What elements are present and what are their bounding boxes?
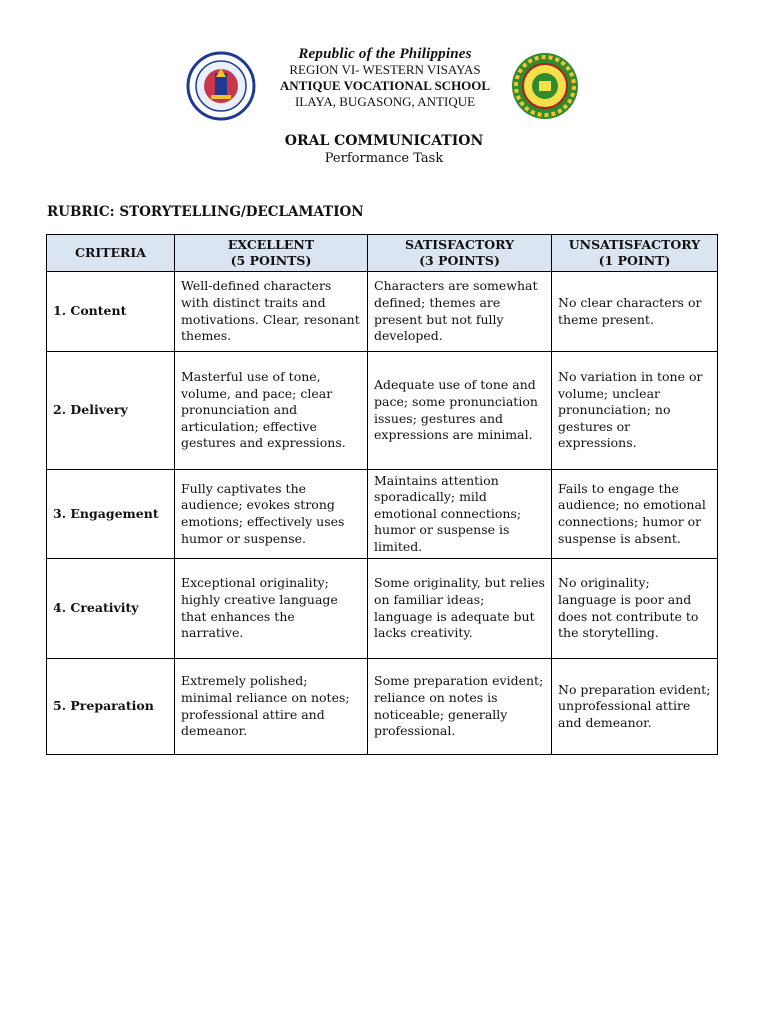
unsatisfactory-cell: No originality; language is poor and does not contribute to the storytelling. (552, 559, 718, 659)
satisfactory-cell: Characters are somewhat defined; themes are present but not fully developed. (368, 272, 552, 352)
table-header-row (47, 235, 718, 272)
letterhead (240, 46, 530, 110)
header-unsatisfactory: UNSATISFACTORY (1 POINT) (552, 235, 718, 272)
table-row (47, 352, 718, 470)
satisfactory-cell: Maintains attention sporadically; mild emotional connections; humor or suspense is limited. (368, 470, 552, 559)
excellent-cell: Exceptional originality; highly creative language that enhances the narrative. (175, 559, 368, 659)
header-satisfactory: SATISFACTORY (3 POINTS) (368, 235, 552, 272)
criteria-cell: 2. Delivery (47, 352, 175, 470)
satisfactory-cell: Some originality, but relies on familiar ideas; language is adequate but lacks creativity. (368, 559, 552, 659)
header-excellent: EXCELLENT (5 POINTS) (175, 235, 368, 272)
satisfactory-cell: Adequate use of tone and pace; some pronunciation issues; gestures and expressions are minimal. (368, 352, 552, 470)
unsatisfactory-cell: No variation in tone or volume; unclear pronunciation; no gestures or expressions. (552, 352, 718, 470)
school-name: ANTIQUE VOCATIONAL SCHOOL (279, 78, 491, 93)
criteria-cell: 4. Creativity (47, 559, 175, 659)
school-address: ILAYA, BUGASONG, ANTIQUE (294, 94, 476, 109)
excellent-cell: Masterful use of tone, volume, and pace; clear pronunciation and articulation; effective gestures and expressions. (175, 352, 368, 470)
header-criteria: CRITERIA (47, 235, 175, 272)
table-row (47, 470, 718, 559)
subject-title: ORAL COMMUNICATION (284, 133, 484, 149)
rubric-title: RUBRIC: STORYTELLING/DECLAMATION (47, 204, 364, 220)
criteria-cell: 5. Preparation (47, 659, 175, 755)
region-line: REGION VI- WESTERN VISAYAS (289, 62, 481, 77)
rubric-table (46, 234, 718, 755)
excellent-cell: Extremely polished; minimal reliance on notes; professional attire and demeanor. (175, 659, 368, 755)
criteria-cell: 3. Engagement (47, 470, 175, 559)
table-row (47, 272, 718, 352)
satisfactory-cell: Some preparation evident; reliance on notes is noticeable; generally professional. (368, 659, 552, 755)
republic-line: Republic of the Philippines (298, 46, 472, 62)
task-type: Performance Task (324, 151, 444, 166)
unsatisfactory-cell: Fails to engage the audience; no emotional connections; humor or suspense is absent. (552, 470, 718, 559)
excellent-cell: Well-defined characters with distinct traits and motivations. Clear, resonant themes. (175, 272, 368, 352)
unsatisfactory-cell: No preparation evident; unprofessional attire and demeanor. (552, 659, 718, 755)
table-row (47, 659, 718, 755)
criteria-cell: 1. Content (47, 272, 175, 352)
unsatisfactory-cell: No clear characters or theme present. (552, 272, 718, 352)
table-row (47, 559, 718, 659)
excellent-cell: Fully captivates the audience; evokes strong emotions; effectively uses humor or suspense. (175, 470, 368, 559)
